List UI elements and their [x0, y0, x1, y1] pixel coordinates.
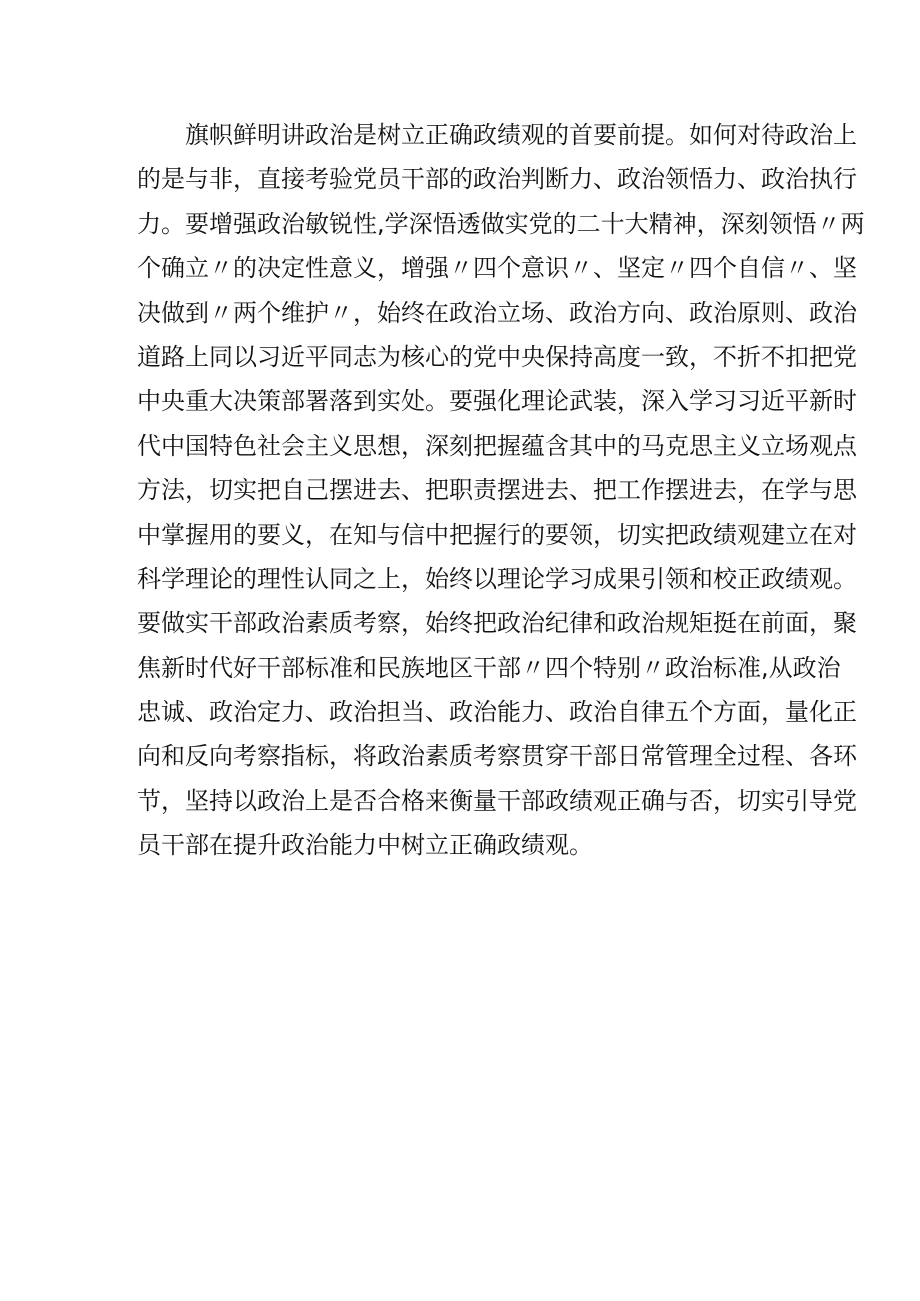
paragraph-line: 要做实干部政治素质考察，始终把政治纪律和政治规矩挺在前面，聚 [137, 609, 857, 638]
paragraph-line: 中央重大决策部署落到实处。要强化理论武装，深入学习习近平新时 [137, 387, 857, 416]
paragraph-line: 焦新时代好干部标准和民族地区干部〃四个特别〃政治标准,从政治 [137, 653, 841, 682]
paragraph-line: 员干部在提升政治能力中树立正确政绩观。 [137, 831, 593, 860]
paragraph-line: 节，坚持以政治上是否合格来衡量干部政绩观正确与否，切实引导党 [137, 786, 857, 815]
paragraph-line: 向和反向考察指标，将政治素质考察贯穿干部日常管理全过程、各环 [137, 742, 857, 771]
paragraph-line: 道路上同以习近平同志为核心的党中央保持高度一致，不折不扣把党 [137, 342, 857, 371]
paragraph-line: 旗帜鲜明讲政治是树立正确政绩观的首要前提。如何对待政治上 [185, 121, 857, 149]
paragraph-line: 方法，切实把自己摆进去、把职责摆进去、把工作摆进去，在学与思 [137, 476, 857, 505]
paragraph-line: 代中国特色社会主义思想，深刻把握蕴含其中的马克思主义立场观点 [137, 431, 857, 460]
paragraph-line: 中掌握用的要义，在知与信中把握行的要领，切实把政绩观建立在对 [137, 520, 857, 549]
paragraph-line: 决做到〃两个维护〃，始终在政治立场、政治方向、政治原则、政治 [137, 298, 857, 327]
paragraph-line: 忠诚、政治定力、政治担当、政治能力、政治自律五个方面，量化正 [137, 698, 857, 727]
paragraph-line: 科学理论的理性认同之上，始终以理论学习成果引领和校正政绩观。 [137, 564, 857, 593]
paragraph-line: 力。要增强政治敏锐性,学深悟透做实党的二十大精神，深刻领悟〃两 [137, 209, 865, 238]
paragraph-line: 个确立〃的决定性意义，增强〃四个意识〃、坚定〃四个自信〃、坚 [137, 254, 857, 283]
paragraph-line: 的是与非，直接考验党员干部的政治判断力、政治领悟力、政治执行 [137, 165, 857, 194]
body-paragraph [137, 113, 865, 868]
